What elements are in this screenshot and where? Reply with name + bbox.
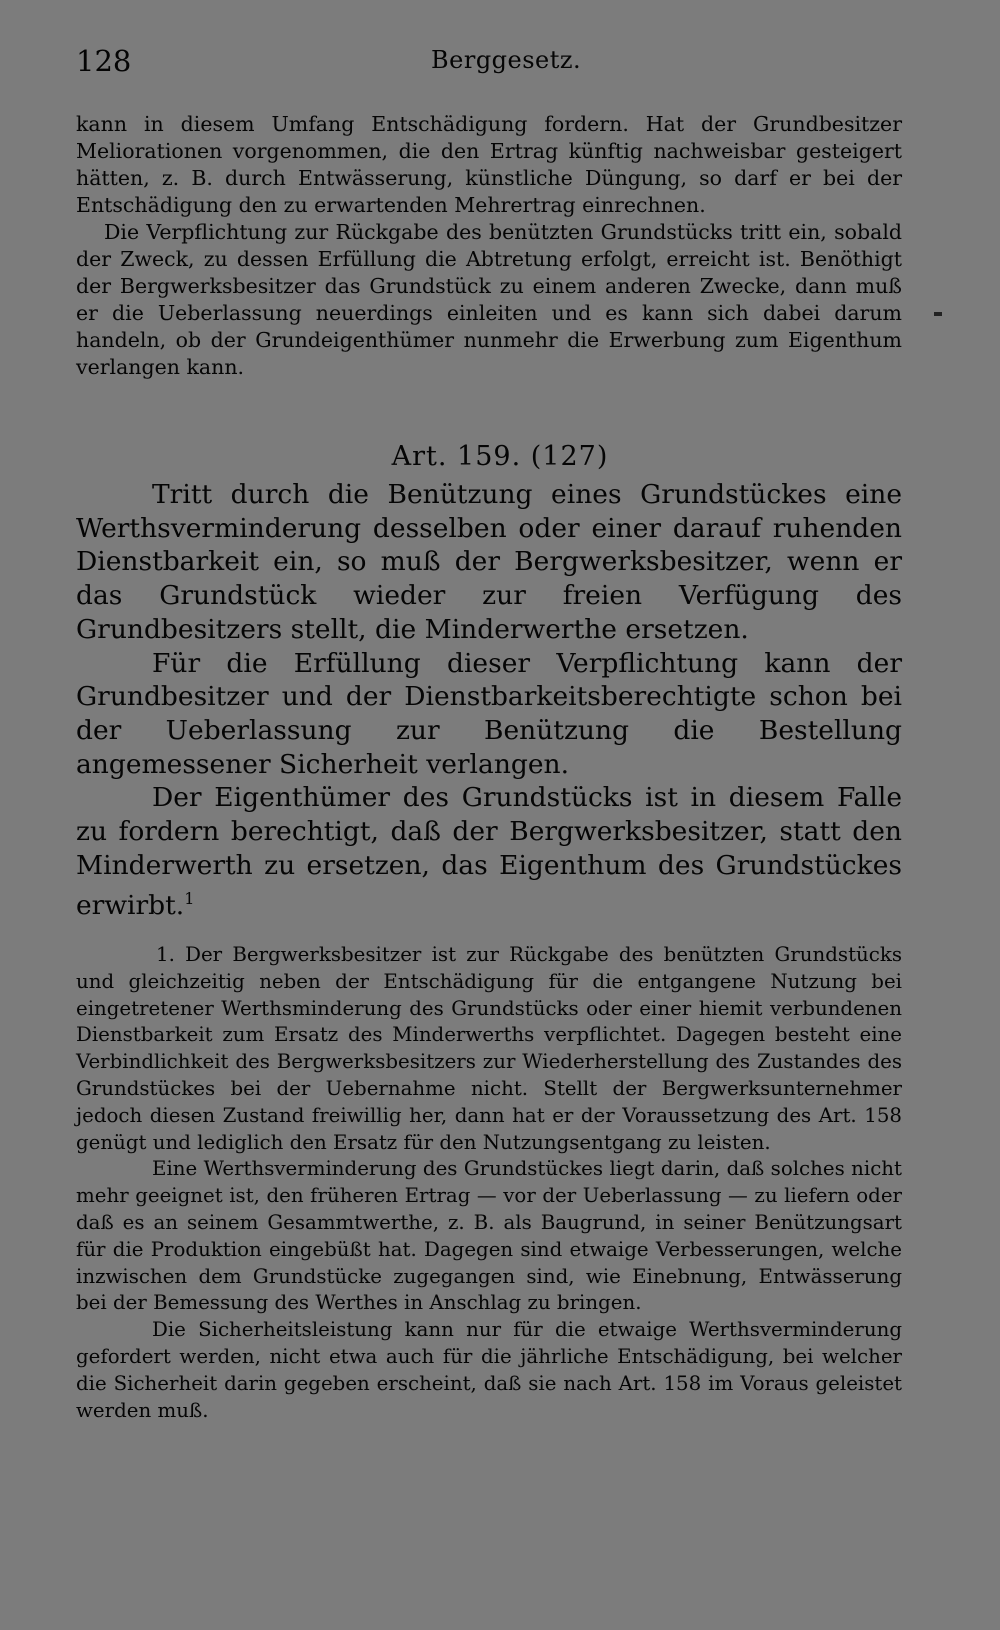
commentary-paragraph: kann in diesem Umfang Entschädigung fordern. Hat der Grundbesitzer Meliorationen vorgenommen, die den Ertrag künftig nachweisbar gesteigert hätten, z. B. durch Entwässerung, künstliche Düngung, so darf er bei der Entschädigung den zu erwartenden Mehrertrag einrechnen.: [76, 112, 902, 217]
footnotes: [76, 942, 902, 1424]
article-text: [76, 478, 902, 923]
footnote-reference: 1: [184, 889, 195, 909]
page-header: [76, 44, 896, 84]
footnote-paragraph: Die Sicherheitsleistung kann nur für die etwaige Werthsverminderung gefordert werden, nicht etwa auch für die jährliche Entschädigung, bei welcher die Sicherheit darin gegeben erscheint, daß sie nach Art. 158 im Voraus geleistet werden muß.: [76, 1318, 902, 1422]
page-number: 128: [76, 44, 132, 78]
running-title: Berggesetz.: [431, 46, 582, 74]
article-paragraph-text: Der Eigenthümer des Grundstücks ist in diesem Falle zu fordern berechtigt, daß der Bergwerksbesitzer, statt den Minderwerth zu ersetzen, das Eigenthum des Grundstückes erwirbt.: [76, 782, 902, 922]
continued-commentary: [76, 111, 902, 381]
footnote-paragraph: 1. Der Bergwerksbesitzer ist zur Rückgabe des benützten Grundstücks und gleichzeitig neben der Entschädigung für die entgangene Nutzung bei eingetretener Werthsminderung des Grundstücks oder einer hiemit verbundenen Dienstbarkeit zum Ersatz des Minderwerths verpflichtet. Dagegen besteht eine Verbindlichkeit des Bergwerksbesitzers zur Wiederherstellung des Zustandes des Grundstückes bei der Uebernahme nicht. Stellt der Bergwerksunternehmer jedoch diesen Zustand freiwillig her, dann hat er der Voraussetzung des Art. 158 genügt und lediglich den Ersatz für den Nutzungsentgang zu leisten.: [76, 943, 902, 1154]
footnote-paragraph: Eine Werthsverminderung des Grundstückes liegt darin, daß solches nicht mehr geeignet ist, den früheren Ertrag — vor der Ueberlassung — zu liefern oder daß es an seinem Gesammtwerthe, z. B. als Baugrund, in seiner Benützungsart für die Produktion eingebüßt hat. Dagegen sind etwaige Verbesserungen, welche inzwischen dem Grundstücke zugegangen sind, wie Einebnung, Entwässerung bei der Bemessung des Werthes in Anschlag zu bringen.: [76, 1157, 902, 1315]
article-paragraph: [76, 781, 902, 923]
commentary-paragraph: Die Verpflichtung zur Rückgabe des benützten Grundstücks tritt ein, sobald der Zweck, zu dessen Erfüllung die Abtretung erfolgt, erreicht ist. Benöthigt der Bergwerksbesitzer das Grundstück zu einem anderen Zwecke, dann muß er die Ueberlassung neuerdings einleiten und es kann sich dabei darum handeln, ob der Grundeigenthümer nunmehr die Erwerbung zum Eigenthum verlangen kann.: [76, 220, 902, 379]
article-paragraph: Für die Erfüllung dieser Verpflichtung kann der Grundbesitzer und der Dienstbarkeitsberechtigte schon bei der Ueberlassung zur Benützung die Bestellung angemessener Sicherheit verlangen.: [76, 647, 902, 780]
article-paragraph: Tritt durch die Benützung eines Grundstückes eine Werthsverminderung desselben oder einer darauf ruhenden Dienstbarkeit ein, so muß der Bergwerksbesitzer, wenn er das Grundstück wieder zur freien Verfügung des Grundbesitzers stellt, die Minderwerthe ersetzen.: [76, 479, 902, 645]
article-heading: Art. 159. (127): [391, 441, 609, 472]
margin-mark: [934, 312, 942, 316]
